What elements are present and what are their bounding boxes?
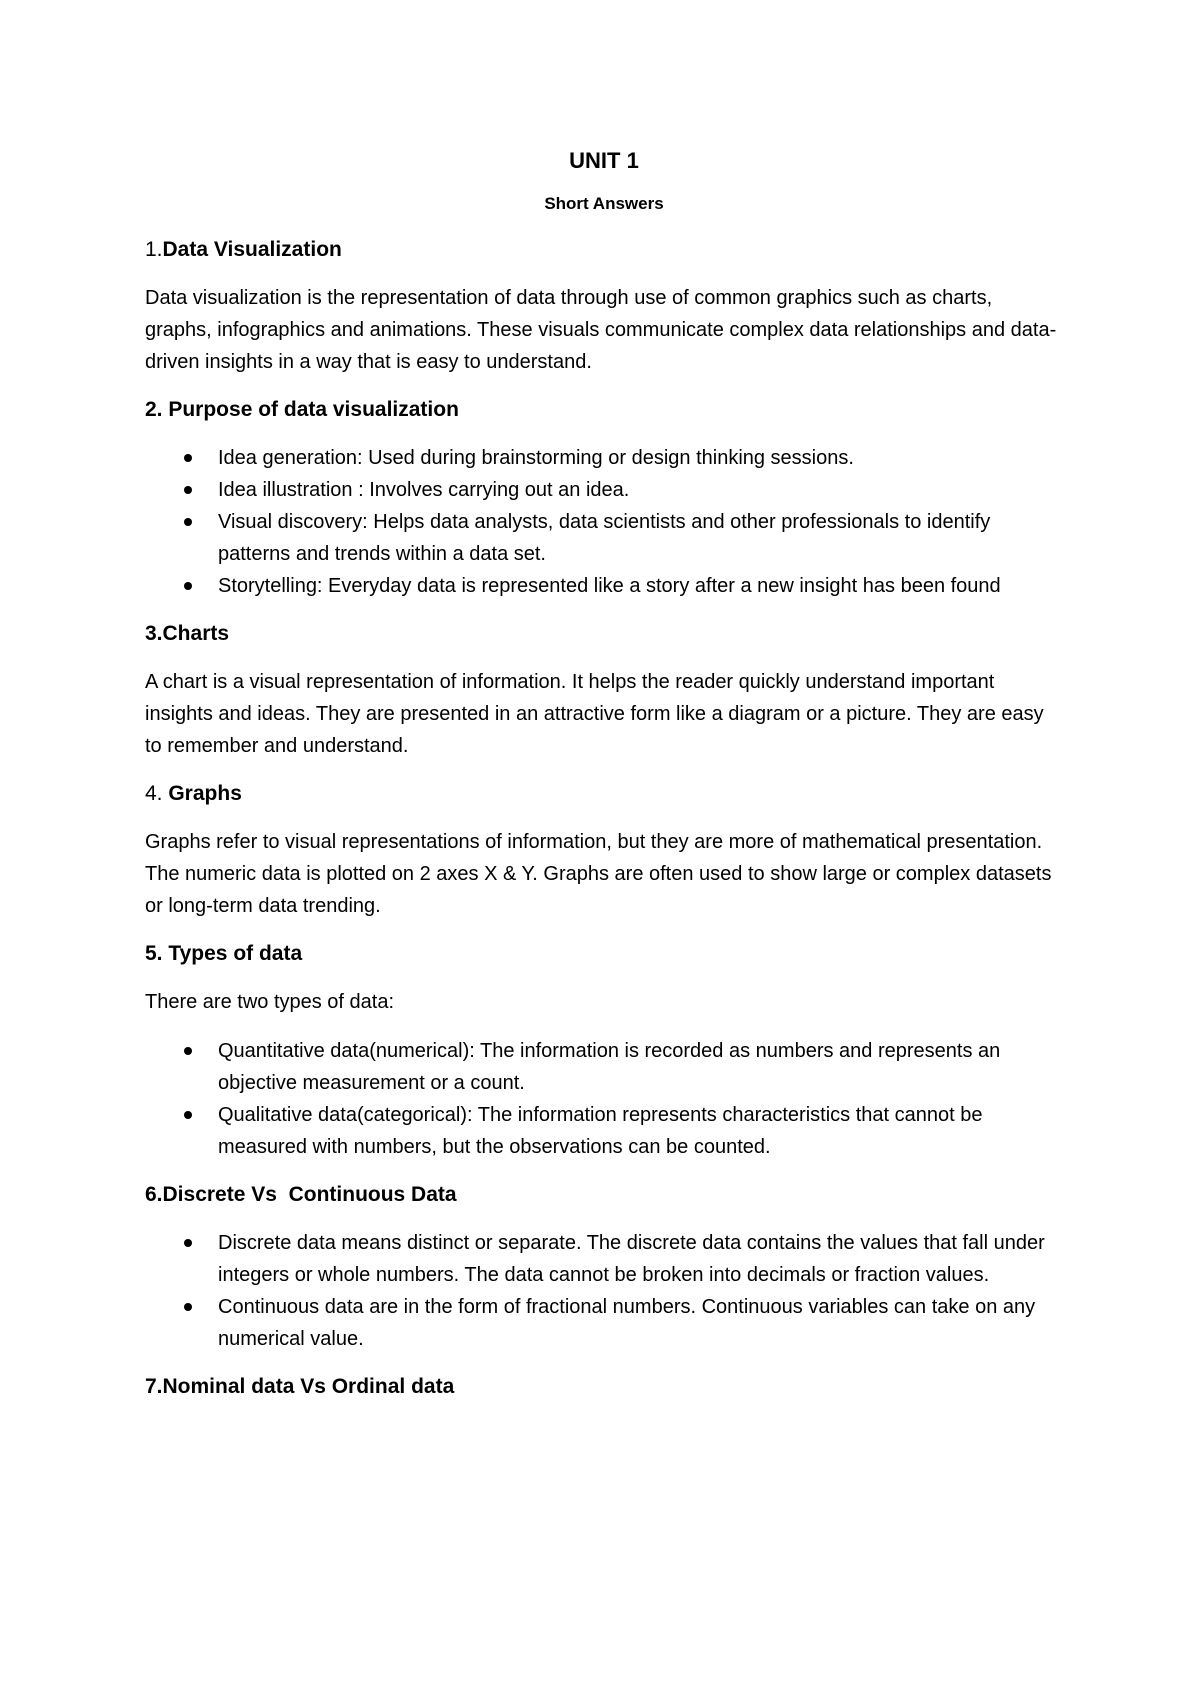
section-title: Types of data bbox=[162, 942, 303, 965]
list-item bbox=[145, 442, 1063, 474]
bullet-list bbox=[145, 1227, 1063, 1355]
section-number: 7. bbox=[145, 1375, 163, 1398]
bullet-icon bbox=[184, 1111, 192, 1119]
section-number: 4. bbox=[145, 782, 163, 805]
bullet-icon bbox=[184, 1239, 192, 1247]
page-title: UNIT 1 bbox=[569, 148, 639, 173]
list-item bbox=[145, 1227, 1063, 1291]
section-paragraph: Graphs refer to visual representations of information, but they are more of mathematical presentation. The numeric data is plotted on 2 axes X & Y. Graphs are often used to show large or complex datasets or long-term data trending. bbox=[145, 831, 1052, 917]
section-number: 3. bbox=[145, 622, 163, 645]
list-item bbox=[145, 474, 1063, 506]
bullet-list bbox=[145, 1035, 1063, 1163]
section-number: 1. bbox=[145, 238, 163, 261]
list-item bbox=[145, 1291, 1063, 1355]
list-item-text: Continuous data are in the form of fractional numbers. Continuous variables can take on any numerical value. bbox=[218, 1296, 1036, 1350]
list-item bbox=[145, 1099, 1063, 1163]
bullet-list bbox=[145, 442, 1063, 602]
bullet-icon bbox=[184, 1047, 192, 1055]
section-heading-graphs bbox=[145, 779, 1063, 809]
section-title: Nominal data Vs Ordinal data bbox=[162, 1375, 455, 1398]
section-paragraph: A chart is a visual representation of information. It helps the reader quickly understand important insights and ideas. They are presented in an attractive form like a diagram or a picture. They are easy to remember and understand. bbox=[145, 671, 1044, 757]
section-heading-purpose bbox=[145, 395, 1063, 425]
list-item-text: Idea illustration : Involves carrying out an idea. bbox=[218, 479, 630, 501]
bullet-icon bbox=[184, 486, 192, 494]
section-heading-discrete-continuous bbox=[145, 1180, 1063, 1210]
section-heading-data-visualization bbox=[145, 235, 1063, 265]
section-number: 6. bbox=[145, 1183, 163, 1206]
section-title: Purpose of data visualization bbox=[162, 398, 459, 421]
section-number: 5. bbox=[145, 942, 163, 965]
bullet-icon bbox=[184, 1303, 192, 1311]
list-item-text: Visual discovery: Helps data analysts, data scientists and other professionals to identify patterns and trends within a data set. bbox=[218, 511, 991, 565]
section-title: Charts bbox=[162, 622, 230, 645]
section-number: 2. bbox=[145, 398, 163, 421]
list-item-text: Storytelling: Everyday data is represented like a story after a new insight has been found bbox=[218, 575, 1001, 597]
bullet-icon bbox=[184, 582, 192, 590]
section-heading-types-of-data bbox=[145, 939, 1063, 969]
section-title: Discrete Vs Continuous Data bbox=[162, 1183, 457, 1206]
list-item-text: Discrete data means distinct or separate. The discrete data contains the values that fall under integers or whole numbers. The data cannot be broken into decimals or fraction values. bbox=[218, 1232, 1045, 1286]
list-item-text: Qualitative data(categorical): The information represents characteristics that cannot be measured with numbers, but the observations can be counted. bbox=[218, 1104, 983, 1158]
section-heading-nominal-ordinal bbox=[145, 1372, 1063, 1402]
list-item bbox=[145, 1035, 1063, 1099]
list-item-text: Quantitative data(numerical): The information is recorded as numbers and represents an objective measurement or a count. bbox=[218, 1040, 1001, 1094]
section-title: Graphs bbox=[162, 782, 242, 805]
section-title: Data Visualization bbox=[162, 238, 342, 261]
document-body bbox=[145, 146, 1063, 1419]
section-paragraph: There are two types of data: bbox=[145, 991, 395, 1013]
section-paragraph: Data visualization is the representation of data through use of common graphics such as charts, graphs, infographics and animations. These visuals communicate complex data relationships and data-driven insights in a way that is easy to understand. bbox=[145, 287, 1057, 373]
bullet-icon bbox=[184, 518, 192, 526]
list-item bbox=[145, 506, 1063, 570]
list-item-text: Idea generation: Used during brainstorming or design thinking sessions. bbox=[218, 447, 854, 469]
section-heading-charts bbox=[145, 619, 1063, 649]
list-item bbox=[145, 570, 1063, 602]
page-subtitle: Short Answers bbox=[544, 194, 664, 213]
bullet-icon bbox=[184, 454, 192, 462]
